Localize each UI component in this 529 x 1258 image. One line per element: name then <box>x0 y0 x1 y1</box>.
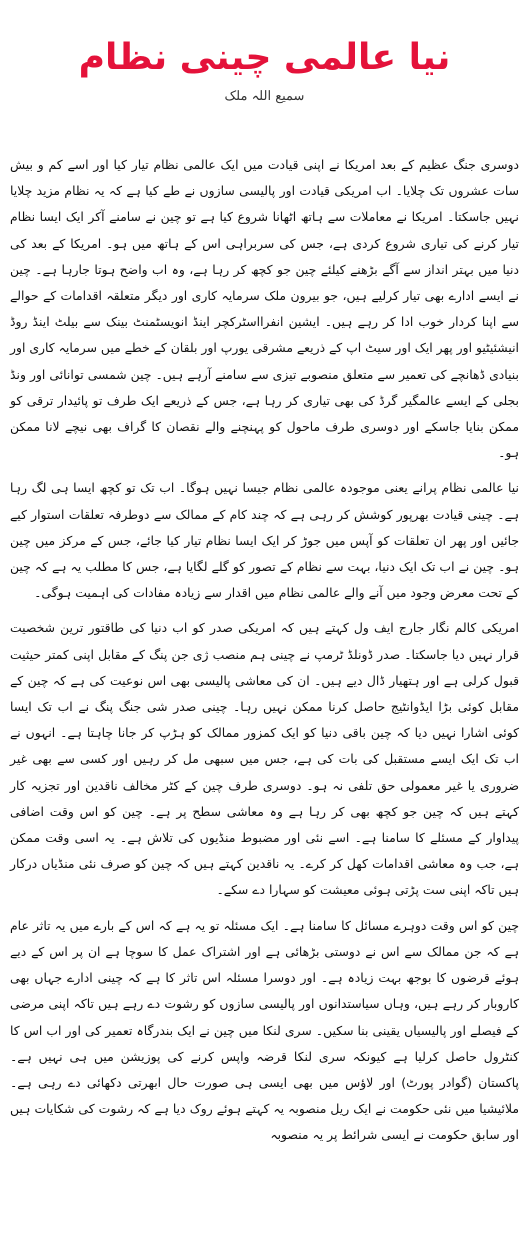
paragraph: نیا عالمی نظام پرانے یعنی موجودہ عالمی نظام جیسا نہیں ہوگا۔ اب تک تو کچھ ایسا ہی لگ رہا ہے۔ چینی قیادت بھرپور کوشش کر رہی ہے کہ چند کام کے ممالک سے دوطرفہ تعلقات استوار کیے جائیں اور پھر ان تعلقات کو آپس میں جوڑ کر ایک ایسا نظام تیار کیا جائے، جس کے مرکز میں چین ہو۔ چین نے اب تک ایک دنیا، بہت سے نظام کے تصور کو گلے لگایا ہے، جس کا مطلب یہ ہے کہ چین کے تحت معرض وجود میں آنے والے عالمی نظام میں اقدار سے زیادہ مفادات کی اہمیت ہوگی۔ <box>10 480 519 601</box>
article-title: نیا عالمی چینی نظام <box>78 37 451 78</box>
article-body <box>10 152 519 1149</box>
paragraph: دوسری جنگ عظیم کے بعد امریکا نے اپنی قیادت میں ایک عالمی نظام تیار کیا اور اسے کم و بیش سات عشروں تک چلایا۔ اب امریکی قیادت اور پالیسی سازوں نے طے کیا ہے کہ یہ نظام مزید چلایا نہیں جاسکتا۔ امریکا نے معاملات سے ہاتھ اٹھانا شروع کیا ہے تو چین نے سامنے آکر ایک ایسا نظام تیار کرنے کی تیاری شروع کردی ہے، جس کی سربراہی اس کے ہاتھ میں ہو۔ امریکا کے بعد کی دنیا میں بہتر انداز سے آگے بڑھنے کیلئے چین جو کچھ کر رہا ہے، وہ اب واضح ہوتا جارہا ہے۔ چین نے ایسے ادارے بھی تیار کرلیے ہیں، جو بیرون ملک سرمایہ کاری اور دیگر متعلقہ اقدامات کے حوالے سے اپنا کردار خوب ادا کر رہے ہیں۔ ایشین انفرااسٹرکچر اینڈ انویسٹمنٹ بینک سے بیلٹ اینڈ روڈ انیشئیٹیو اور پھر ایک اور سیٹ اپ کے ذریعے مشرقی یورپ اور بلقان کے خطے میں سرمایہ کاری اور بنیادی ڈھانچے کی تعمیر سے متعلق منصوبے تیزی سے سامنے آرہے ہیں۔ چین شمسی توانائی اور ونڈ بجلی کے ایسے عالمگیر گرڈ کی بھی تیاری کر رہا ہے، جس کے ذریعے ایک طرف تو پائیدار ترقی کو ممکن بنایا جاسکے اور دوسری طرف ماحول کو پہنچنے والے نقصان کا گراف بھی نیچے لانا ممکن ہو۔ <box>9 157 519 461</box>
author-byline: سمیع اللہ ملک <box>224 89 305 104</box>
paragraph: امریکی کالم نگار جارج ایف ول کہتے ہیں کہ امریکی صدر کو اب دنیا کی طاقتور ترین شخصیت قرار نہیں دیا جاسکتا۔ صدر ڈونلڈ ٹرمپ نے چینی ہم منصب ژی جن پنگ کے مقابل اپنی کمتر حیثیت قبول کرلی ہے اور ہتھیار ڈال دیے ہیں۔ ان کی معاشی پالیسی بھی اس نوعیت کی ہے کہ چین کے مقابل کوئی بڑا ایڈوانٹیج حاصل کرنا ممکن نہیں رہا۔ چینی صدر شی جنگ پنگ نے اب تک ایسا کوئی اشارا نہیں دیا کہ چین باقی دنیا کو ایک کمزور ممالک کو ہڑپ کر جانا چاہتا ہے۔ انہوں نے اب تک ایک ایسے مستقبل کی بات کی ہے، جس میں سبھی مل کر رہیں اور کسی سے بھی غیر ضروری یا غیر معمولی حق تلفی نہ ہو۔ دوسری طرف چین کے کٹر مخالف ناقدین اور تجزیہ کار کہتے ہیں کہ چین جو کچھ بھی کر رہا ہے وہ معاشی سطح پر ہے۔ چین کو اس وقت اضافی پیداوار کے مسئلے کا سامنا ہے۔ اسے نئی اور مضبوط منڈیوں کی تلاش ہے۔ یہ اسی وقت ممکن ہے، جب وہ معاشی اقدامات کھل کر کرے۔ یہ ناقدین کہتے ہیں کہ چین کو صرف نئی منڈیاں درکار ہیں تاکہ اپنی ست پڑتی ہوئی معیشت کو سہارا دے سکے۔ <box>10 620 519 898</box>
paragraph: چین کو اس وقت دوہرے مسائل کا سامنا ہے۔ ایک مسئلہ تو یہ ہے کہ اس کے بارے میں یہ تاثر عام ہے کہ جن ممالک سے اس نے دوستی بڑھائی ہے اور اشتراک عمل کا سوچا ہے ان پر اس کے دیے ہوئے قرضوں کا بوجھ بہت زیادہ ہے۔ اور دوسرا مسئلہ اس تاثر کا ہے کہ چینی ادارے جہاں بھی کاروبار کر رہے ہیں، وہاں سیاستدانوں اور پالیسی سازوں کو رشوت دے رہے ہیں تاکہ اپنی مرضی کے فیصلے اور پالیسیاں یقینی بنا سکیں۔ سری لنکا میں چین نے ایک بندرگاہ تعمیر کی اور اب اس کا کنٹرول حاصل کرلیا ہے کیونکہ سری لنکا قرضہ واپس کرنے کی پوزیشن میں ہی نہیں ہے۔ پاکستان (گوادر پورٹ) اور لاؤس میں بھی ایسی ہی صورت حال ابھرتی دکھائی دے رہی ہے۔ ملائیشیا میں نئی حکومت نے ایک ریل منصوبہ یہ کہتے ہوئے روک دیا ہے کہ رشوت کی شکایات ہیں اور سابق حکومت نے ایسی شرائط پر یہ منصوبہ <box>10 917 519 1143</box>
